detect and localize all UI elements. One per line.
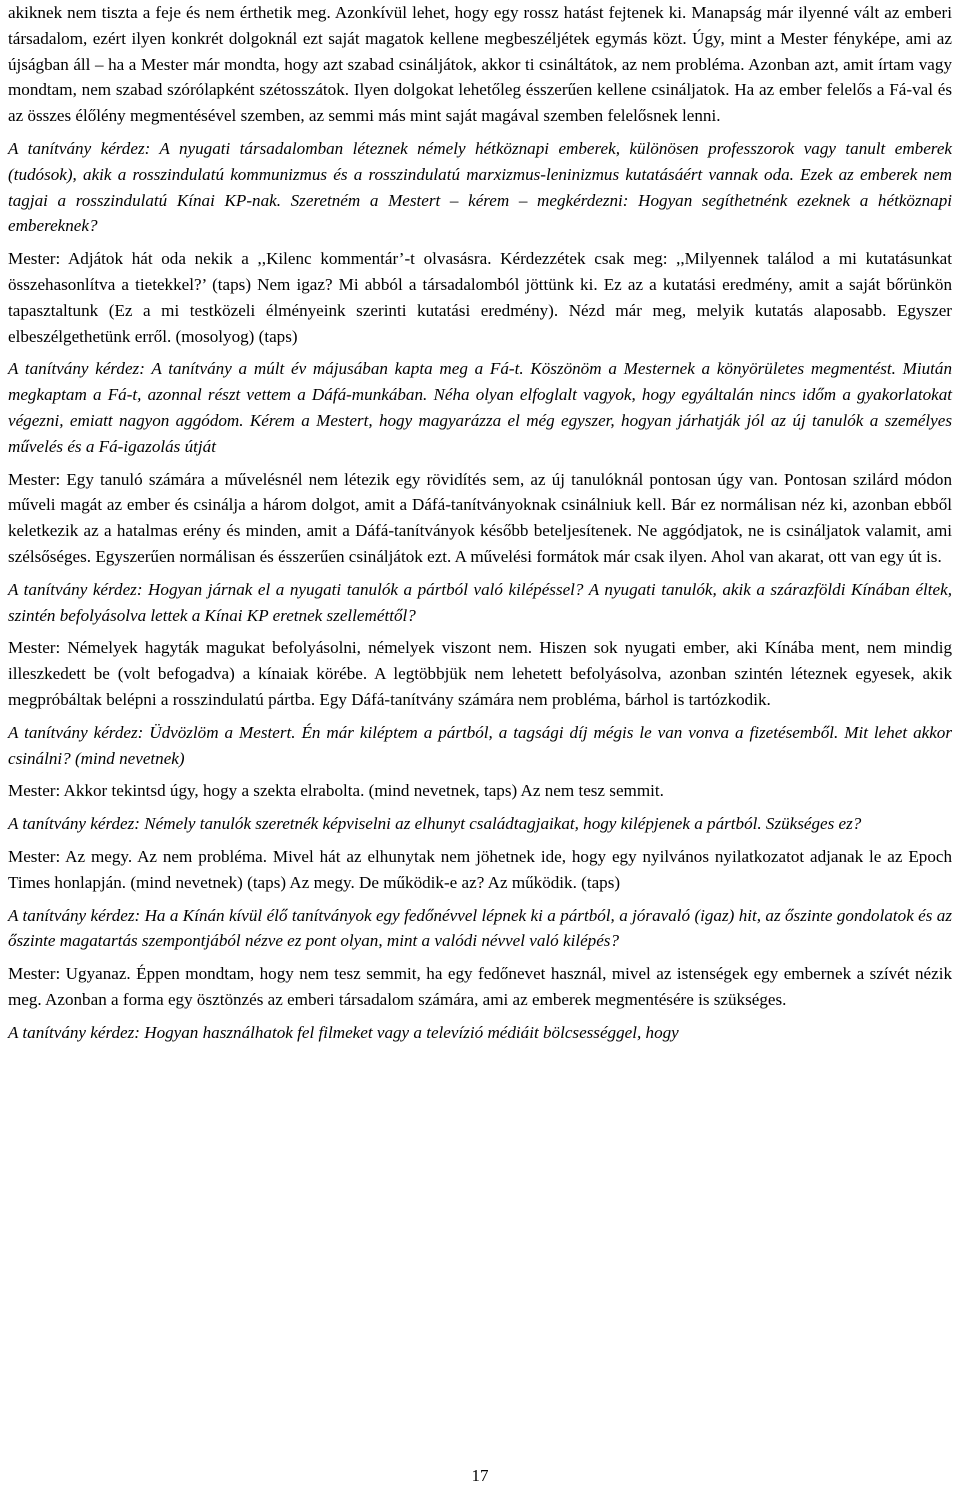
- answer-text: Egy tanuló számára a művelésnél nem létezik egy rövidítés sem, az új tanulóknál pontosan úgy van. Pontosan szilárd módon műveli magát az ember és csinálja a három dolgot, amit a Dáfá-tanítványoknak csinálniuk kell. Bár ez normálisan néz ki, azonban ebből keletkezik az a hatalmas erény és minden, amit a Dáfá-tanítványok később beteljesítenek. Ne aggódjatok, ne is csináljatok valamit, ami szélsőséges. Egyszerűen normálisan és ésszerűen csináljátok ezt. A művelési formátok már csak ilyen. Ahol van akarat, ott van egy út is.: [8, 469, 952, 566]
- document-body: [8, 0, 952, 1052]
- answer-text: Akkor tekintsd úgy, hogy a szekta elrabolta. (mind nevetnek, taps) Az nem tesz semmit.: [60, 781, 664, 801]
- answer-6: [8, 961, 952, 1013]
- answer-text: Némelyek hagyták magukat befolyásolni, némelyek viszont nem. Hiszen sok nyugati ember, aki Kínába ment, nem mindig illeszkedett be (volt befogadva) a kínaiak körébe. A legtöbbjük nem lehetett befolyásolva, azonban szintén léteznek egyesek, akik megpróbáltak belépni a rosszindulatú pártba. Egy Dáfá-tanítvány számára nem probléma, bárhol is tartózkodik.: [8, 638, 952, 709]
- page-number: 17: [471, 1466, 489, 1485]
- answer-2: [8, 467, 952, 570]
- question-5: A tanítvány kérdez: Némely tanulók szeretnék képviselni az elhunyt családtagjaikat, hogy kilépjenek a pártból. Szükséges ez?: [8, 814, 862, 834]
- answer-5: [8, 844, 952, 896]
- answer-3: [8, 635, 952, 712]
- answer-text: Az megy. Az nem probléma. Mivel hát az elhunytak nem jöhetnek ide, hogy egy nyilvános nyilatkozatot adjanak le az Epoch Times honlapján. (mind nevetnek) (taps) Az megy. De működik-e az? Az működik. (taps): [8, 846, 952, 892]
- question-4: A tanítvány kérdez: Üdvözlöm a Mestert. Én már kiléptem a pártból, a tagsági díj mégis le van vonva a fizetésemből. Mit lehet akkor csinálni? (mind nevetnek): [8, 722, 952, 768]
- speaker-label: Mester:: [8, 638, 61, 658]
- question-6: A tanítvány kérdez: Ha a Kínán kívül élő tanítványok egy fedőnévvel lépnek ki a pártból, a jóravaló (igaz) hit, az őszinte gondolatok és az őszinte magatartás szempontjából nézve ez pont olyan, mint a valódi névvel való kilépés?: [8, 905, 952, 951]
- question-2: A tanítvány kérdez: A tanítvány a múlt év májusában kapta meg a Fá-t. Köszönöm a Mesternek a könyörületes megmentést. Miután megkaptam a Fá-t, azonnal részt vettem a Dáfá-munkában. Néha olyan elfoglalt vagyok, hogy egyáltalán nincs időm a gyakorlatokat végezni, emiatt nagyon aggódom. Kérem a Mestert, hogy magyarázza el még egyszer, hogyan járhatják jól az új tanulók a személyes művelés és a Fá-igazolás útját: [8, 359, 952, 456]
- question-1: A tanítvány kérdez: A nyugati társadalomban léteznek némely hétköznapi emberek, különösen professzorok vagy tanult emberek (tudósok), akik a rosszindulatú kommunizmus és a rosszindulatú marxizmus-leninizmus kutatásáért vannak oda. Ezek az emberek nem tagjai a rosszindulatú Kínai KP-nak. Szeretném a Mestert – kérem – megkérdezni: Hogyan segíthetnénk ezeknek a hétköznapi embereknek?: [8, 138, 952, 236]
- question-3: A tanítvány kérdez: Hogyan járnak el a nyugati tanulók a pártból való kilépéssel? A nyugati tanulók, akik a szárazföldi Kínában éltek, szintén befolyásolva lettek a Kínai KP eretnek szelleméttől?: [8, 579, 952, 625]
- speaker-label: Mester:: [8, 469, 61, 489]
- speaker-label: Mester:: [8, 249, 61, 269]
- answer-4: [8, 778, 952, 804]
- speaker-label: Mester:: [8, 781, 61, 801]
- answer-1: [8, 246, 952, 349]
- speaker-label: Mester:: [8, 964, 61, 984]
- answer-text: Adjátok hát oda nekik a ,,Kilenc kommentár’-t olvasásra. Kérdezzétek csak meg: ,,Milyennek találod a mi kutatásunkat összehasonlítva a tietekkel?’ (taps) Nem igaz? Mi abból a társadalomból jöttünk ki. Ez az a kutatási eredmény, amit a saját bőrünkön tapasztaltunk (Ez a mi testközeli élményeink szerinti kutatási eredmény). Nézd már meg, melyik kutatás alaposabb. Egyszer elbeszélgethetünk erről. (mosolyog) (taps): [8, 249, 952, 346]
- question-7: A tanítvány kérdez: Hogyan használhatok fel filmeket vagy a televízió médiáit bölcsességgel, hogy: [8, 1022, 679, 1042]
- speaker-label: Mester:: [8, 846, 61, 866]
- answer-text: Ugyanaz. Éppen mondtam, hogy nem tesz semmit, ha egy fedőnevet használ, mivel az istenségek egy embernek a szívét nézik meg. Azonban a forma egy ösztönzés az emberi társadalom számára, ami az emberek megmentésére is szükséges.: [8, 964, 952, 1009]
- paragraph-intro: akiknek nem tiszta a feje és nem érthetik meg. Azonkívül lehet, hogy egy rossz hatást fejtenek ki. Manapság már ilyenné vált az emberi társadalom, ezért ilyen konkrét dolgoknál ezt saját magatok kellene megbeszéljétek egymás közt. Úgy, mint a Mester fényképe, ami az újságban áll – ha a Mester már mondta, hogy azt szabad csináljátok, akkor ti csináltátok, az nem probléma. Azonban azt, amit írtam vagy mondtam, nem szabad szórólapként szétosszátok. Ilyen dolgokat lehetőleg ésszerűen kellene csináljatok. Ha az ember felelős a Fá-val és az összes élőlény megmentésével szemben, az semmi más mint saját magával szemben felelősnek lenni.: [8, 3, 952, 126]
